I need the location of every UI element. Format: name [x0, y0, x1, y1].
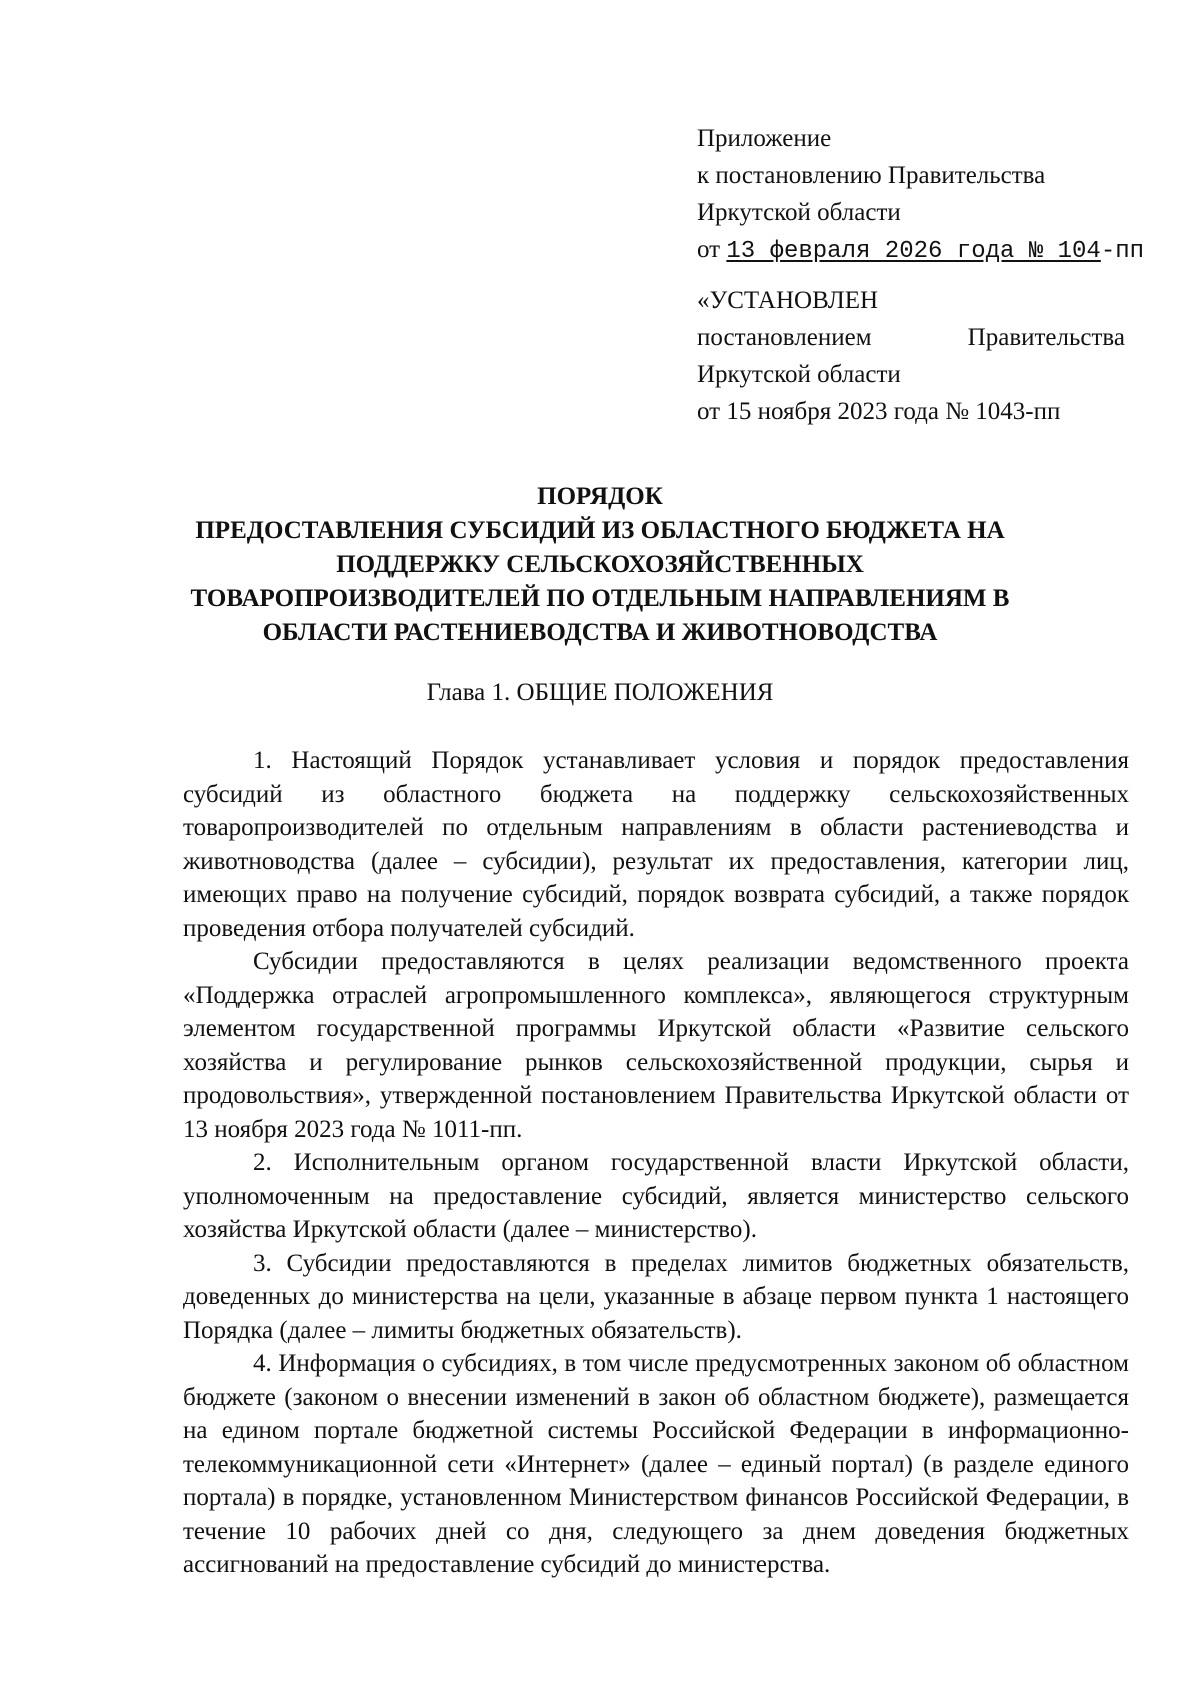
appendix-line-2: к постановлению Правительства — [697, 162, 1046, 189]
title-line-5: ОБЛАСТИ РАСТЕНИЕВОДСТВА И ЖИВОТНОВОДСТВА — [262, 619, 938, 646]
document-body — [183, 744, 1129, 1582]
approved-line-2-right: Правительства — [967, 324, 1125, 351]
chapter-heading: Глава 1. ОБЩИЕ ПОЛОЖЕНИЯ — [426, 679, 774, 706]
paragraph-2: Субсидии предоставляются в целях реализации ведомственного проекта «Поддержка отраслей агропромышленного комплекса», являющегося структурным элементом государственной программы Иркутской области «Развитие сельского хозяйства и регулирование рынков сельскохозяйственной продукции, сырья и продовольствия», утвержденной постановлением Правительства Иркутской области от 13 ноября 2023 года № 1011-пп. — [183, 948, 1129, 1143]
paragraph-3: 2. Исполнительным органом государственной власти Иркутской области, уполномоченным на предоставление субсидий, является министерство сельского хозяйства Иркутской области (далее – министерство). — [183, 1149, 1129, 1243]
paragraph-5: 4. Информация о субсидиях, в том числе предусмотренных законом об областном бюджете (законом о внесении изменений в закон об областном бюджете), размещается на едином портале бюджетной системы Российской Федерации в информационно-телекоммуникационной сети «Интернет» (далее – единый портал) (в разделе единого портала) в порядке, установленном Министерством финансов Российской Федерации, в течение 10 рабочих дней со дня, следующего за днем доведения бюджетных ассигнований на предоставление субсидий до министерства. — [183, 1350, 1129, 1578]
title-line-4: ТОВАРОПРОИЗВОДИТЕЛЕЙ ПО ОТДЕЛЬНЫМ НАПРАВЛЕНИЯМ В — [190, 585, 1010, 612]
approved-line-4: от 15 ноября 2023 года № 1043-пп — [697, 398, 1061, 425]
document-title — [150, 480, 1050, 650]
approved-line-2 — [697, 319, 1125, 356]
title-line-1: ПОРЯДОК — [537, 483, 663, 510]
approved-line-2-left: постановлением — [697, 324, 872, 351]
paragraph-1: 1. Настоящий Порядок устанавливает условия и порядок предоставления субсидий из областного бюджета на поддержку сельскохозяйственных товаропроизводителей по отдельным направлениям в области растениеводства и животноводства (далее – субсидии), результат их предоставления, категории лиц, имеющих право на получение субсидий, порядок возврата субсидий, а также порядок проведения отбора получателей субсидий. — [183, 747, 1129, 942]
appendix-header — [697, 120, 1145, 270]
appendix-line-3: Иркутской области — [697, 199, 901, 226]
paragraph-4: 3. Субсидии предоставляются в пределах лимитов бюджетных обязательств, доведенных до министерства на цели, указанные в абзаце первом пункта 1 настоящего Порядка (далее – лимиты бюджетных обязательств). — [183, 1249, 1129, 1344]
appendix-date-value: 13 февраля 2026 года № 104 — [726, 238, 1101, 265]
approved-line-1: «УСТАНОВЛЕН — [697, 287, 879, 314]
appendix-date-suffix: -пп — [1100, 238, 1145, 265]
title-line-2: ПРЕДОСТАВЛЕНИЯ СУБСИДИЙ ИЗ ОБЛАСТНОГО БЮДЖЕТА НА — [195, 517, 1005, 544]
title-line-3: ПОДДЕРЖКУ СЕЛЬСКОХОЗЯЙСТВЕННЫХ — [336, 551, 864, 578]
appendix-date-line — [697, 231, 1145, 270]
appendix-date-prefix: от — [697, 236, 727, 263]
appendix-line-1: Приложение — [697, 125, 832, 152]
approval-stamp-block — [697, 282, 1127, 430]
approved-line-3: Иркутской области — [697, 361, 901, 388]
